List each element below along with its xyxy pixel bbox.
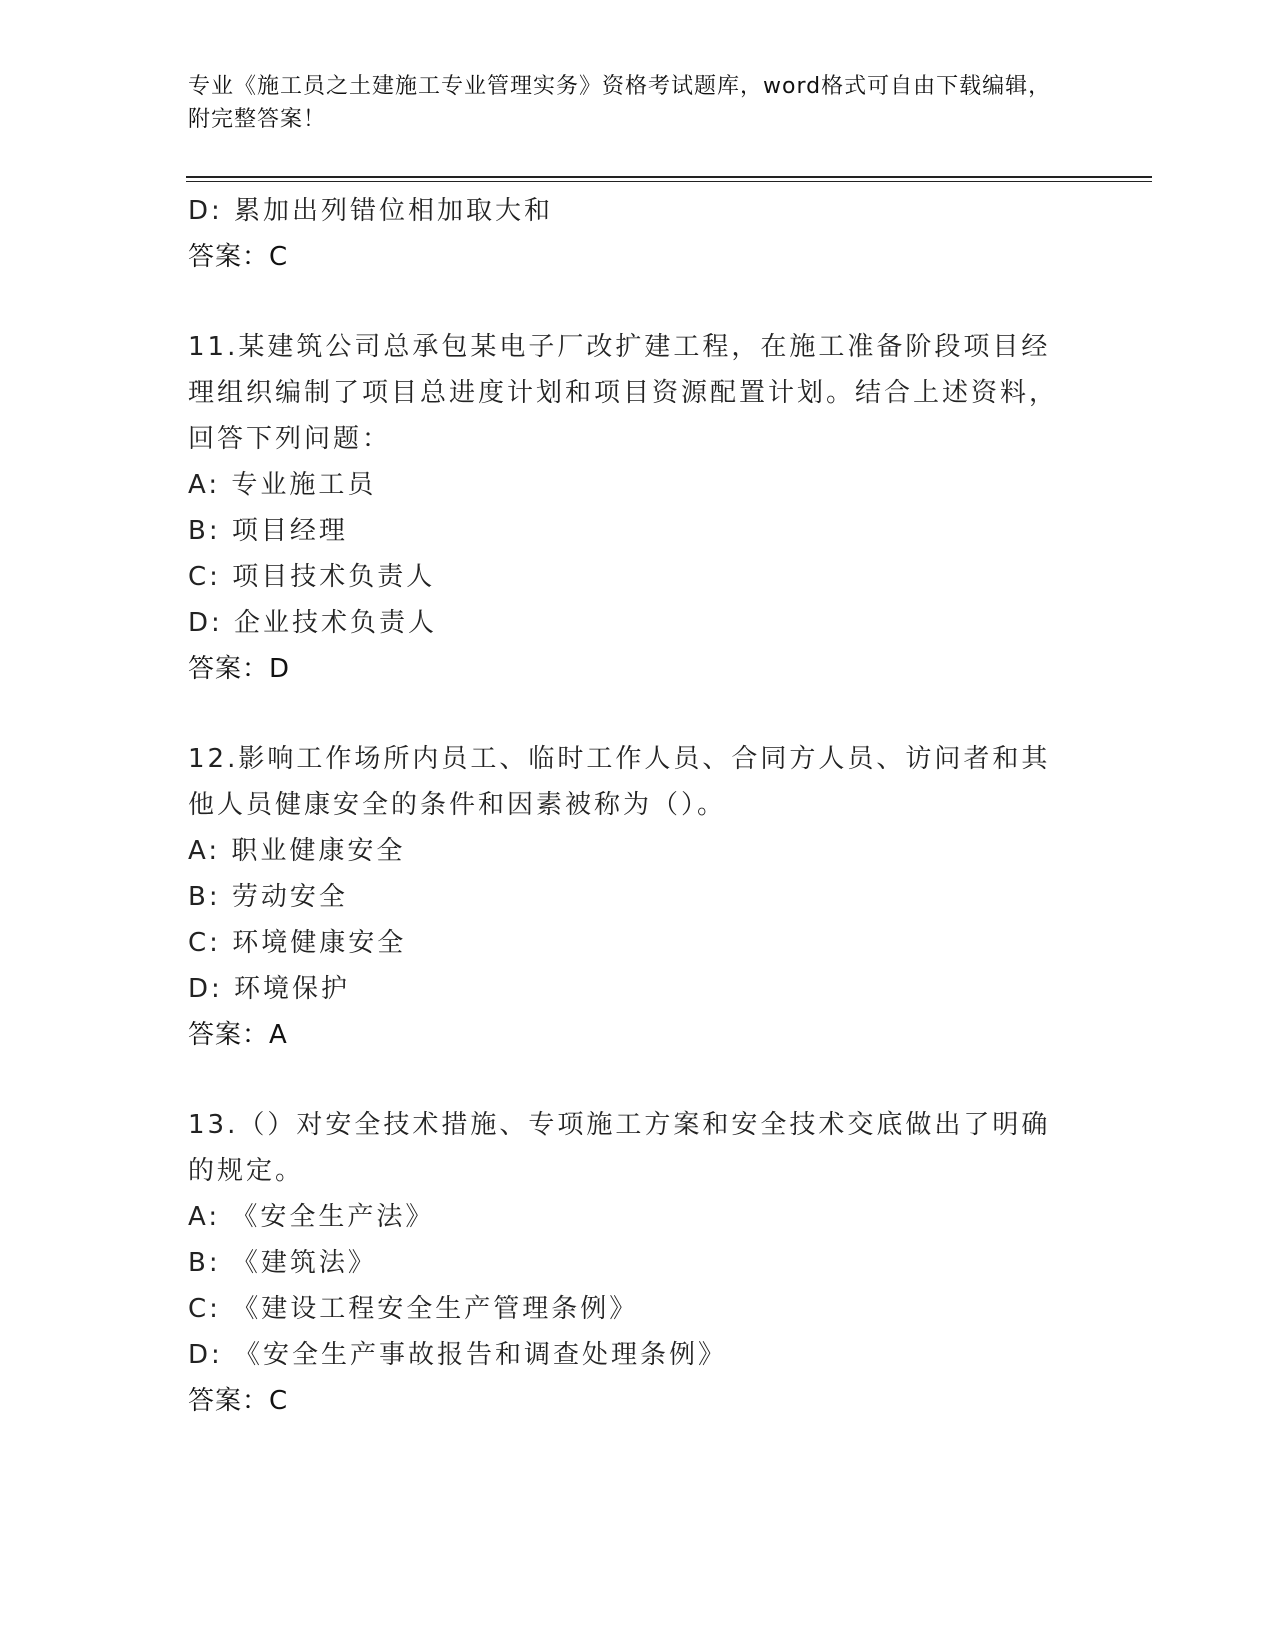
- question-block: [188, 736, 1088, 1058]
- answer-line: 答案：D: [188, 654, 291, 684]
- option-c: [188, 920, 1088, 966]
- question-stem: 12.影响工作场所内员工、临时工作人员、合同方人员、访问者和其他人员健康安全的条件和因素被称为（）。: [188, 744, 1051, 820]
- option-label: B:: [188, 1248, 221, 1278]
- question-block: [188, 1102, 1088, 1424]
- header-rule-thick: [186, 176, 1152, 178]
- option-a: [188, 828, 1088, 874]
- header-rule-thin: [186, 181, 1152, 182]
- option-b: [188, 1240, 1088, 1286]
- option-text: 劳动安全: [231, 882, 348, 912]
- question-block: [188, 324, 1088, 692]
- option-text: 企业技术负责人: [234, 608, 438, 638]
- option-label: D:: [188, 974, 223, 1004]
- option-text: 专业施工员: [231, 470, 377, 500]
- option-b: [188, 508, 1088, 554]
- answer-line: 答案：C: [188, 1386, 289, 1416]
- option-d: [188, 188, 1088, 234]
- option-label: A:: [188, 836, 221, 866]
- option-text: 《建设工程安全生产管理条例》: [232, 1294, 639, 1324]
- option-text: 累加出列错位相加取大和: [234, 196, 554, 226]
- option-text: 环境保护: [234, 974, 351, 1004]
- option-a: [188, 1194, 1088, 1240]
- option-c: [188, 1286, 1088, 1332]
- option-a: [188, 462, 1088, 508]
- option-label: D:: [188, 608, 223, 638]
- option-label: A:: [188, 470, 221, 500]
- option-label: C:: [188, 928, 221, 958]
- option-text: 《安全生产法》: [231, 1202, 435, 1232]
- option-label: B:: [188, 516, 221, 546]
- option-d: [188, 966, 1088, 1012]
- option-text: 项目经理: [231, 516, 348, 546]
- option-text: 职业健康安全: [231, 836, 406, 866]
- document-header: 专业《施工员之土建施工专业管理实务》资格考试题库，word格式可自由下载编辑，附完整答案！: [188, 74, 1052, 132]
- option-label: C:: [188, 562, 221, 592]
- answer-line: 答案：A: [188, 1020, 288, 1050]
- option-text: 环境健康安全: [232, 928, 407, 958]
- option-d: [188, 600, 1088, 646]
- question-stem: 11.某建筑公司总承包某电子厂改扩建工程，在施工准备阶段项目经理组织编制了项目总进度计划和项目资源配置计划。结合上述资料，回答下列问题：: [188, 332, 1059, 454]
- option-label: D:: [188, 1340, 223, 1370]
- option-label: D:: [188, 196, 223, 226]
- option-text: 《建筑法》: [231, 1248, 377, 1278]
- option-b: [188, 874, 1088, 920]
- option-d: [188, 1332, 1088, 1378]
- option-label: B:: [188, 882, 221, 912]
- option-label: C:: [188, 1294, 221, 1324]
- option-c: [188, 554, 1088, 600]
- option-text: 《安全生产事故报告和调查处理条例》: [234, 1340, 728, 1370]
- answer-line: 答案：C: [188, 242, 289, 272]
- option-label: A:: [188, 1202, 221, 1232]
- question-stem: 13.（）对安全技术措施、专项施工方案和安全技术交底做出了明确的规定。: [188, 1110, 1051, 1186]
- option-text: 项目技术负责人: [232, 562, 436, 592]
- document-body: [188, 188, 1088, 1424]
